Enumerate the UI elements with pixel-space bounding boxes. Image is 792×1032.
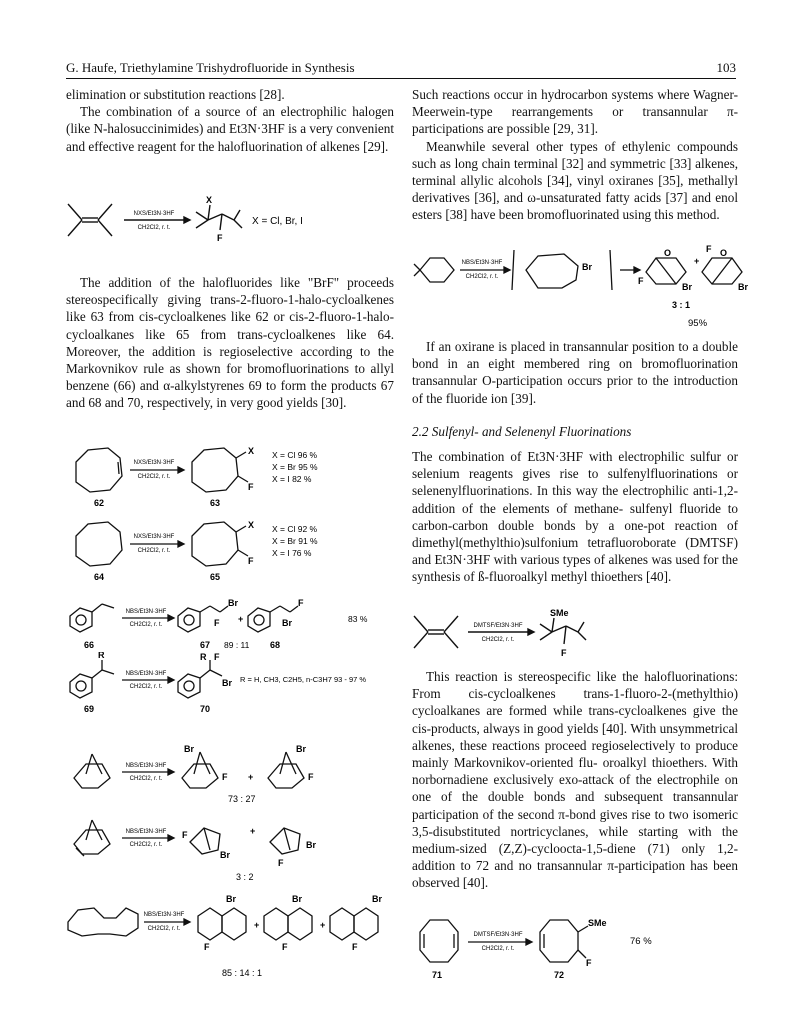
- paragraph: The addition of the halofluorides like "BrF" proceeds stereospecifically giving trans-2-fluoro-1-halo-cycloalkenes like 63 from cis-cycloalkenes like 62 or cis-2-fluoro-1-halo-cycloalkanes like 65 from trans-cycloalkenes like 64. Moreover, the addition is regioselective according to the Markovnikov rule as shown for bromofluorinations to allyl benzene (66) and α-alkylstyrenes 69 to form the products 67 and 68 and 70, respectively, in very good yields [30].: [66, 275, 394, 411]
- plus-sign: +: [248, 772, 254, 782]
- atom-f: F: [248, 556, 254, 566]
- compound-64: 64: [94, 572, 105, 582]
- reagent-label: DMTSF/Et3N·3HF: [473, 932, 523, 938]
- compound-67: 67: [200, 640, 211, 650]
- yield: 95%: [688, 318, 708, 329]
- reagent-label: NXS/Et3N·3HF: [133, 534, 175, 540]
- plus-sign: +: [320, 920, 326, 930]
- compound-68: 68: [270, 640, 281, 650]
- atom-sme: SMe: [588, 918, 607, 928]
- atom-f: F: [308, 772, 314, 782]
- paragraph: Meanwhile several other types of ethylenic compounds such as long chain terminal [32] and symmetric [33] alkenes, terminal allylic alcohols [34], vinyl oxiranes [35], methallyl derivatives [36], and ω-unsaturated fatty acids [37] and enol esters [38] have been bromofluorinated using this method.: [412, 138, 738, 223]
- right-column-top: [412, 86, 738, 224]
- ratio: 89 : 11: [224, 640, 250, 650]
- condition-label: CH2Cl2, r. t.: [137, 548, 171, 554]
- atom-f: F: [638, 276, 644, 286]
- atom-f: F: [204, 942, 210, 952]
- compound-65: 65: [210, 572, 221, 582]
- atom-br: Br: [292, 894, 303, 904]
- atom-f: F: [222, 772, 228, 782]
- running-header: [66, 58, 736, 79]
- ratio: 73 : 27: [228, 794, 256, 804]
- reagent-label: NBS/Et3N·3HF: [125, 671, 167, 677]
- reagent-label: DMTSF/Et3N·3HF: [473, 623, 523, 629]
- x-list: X = Cl, Br, I: [252, 216, 303, 227]
- scheme-allylbenzene-66: [60, 594, 400, 654]
- reagent-label: NBS/Et3N·3HF: [125, 763, 167, 769]
- paragraph: The combination of Et3N·3HF with electrophilic sulfur or selenium reagents gives rise to sulfenylfluorinations or selenenylfluorinations. In this way the electrophilic anti-1,2-addition of the elements of methane- sulfenyl fluoride to carbon-carbon double bonds by a one-pot reaction of dimethyl(methylthio)sulfonium tetrafluoroborate (DMTSF) and Et3N·3HF with various types of alkenes was used for the synthesis of ß-fluoroalkyl methyl thioethers [40].: [412, 449, 738, 585]
- condition-label: CH2Cl2, r. t.: [137, 225, 171, 231]
- running-title: G. Haufe, Triethylamine Trishydrofluoride in Synthesis: [66, 60, 355, 75]
- condition-label: CH2Cl2, r. t.: [137, 474, 171, 480]
- atom-f: F: [214, 618, 220, 628]
- atom-br: Br: [226, 894, 237, 904]
- reagent-label: NBS/Et3N·3HF: [461, 260, 503, 266]
- yield-row: X = I 76 %: [272, 548, 312, 558]
- reagent-label: NXS/Et3N·3HF: [133, 211, 175, 217]
- atom-f: F: [214, 652, 220, 662]
- atom-f: F: [586, 958, 592, 968]
- atom-br: Br: [306, 840, 317, 850]
- paragraph: If an oxirane is placed in transannular position to a double bond in an eight membered ring on bromofluorination transannular O-participation occurs prior to the introduction of the fluoride ion [39].: [412, 339, 738, 406]
- plus-sign: +: [238, 614, 244, 624]
- condition-label: CH2Cl2, r. t.: [129, 842, 163, 848]
- yield-row: X = Br 95 %: [272, 462, 318, 472]
- atom-br: Br: [738, 282, 748, 292]
- reagent-label: NBS/Et3N·3HF: [143, 912, 185, 918]
- atom-r: R: [200, 652, 207, 662]
- atom-f: F: [298, 598, 304, 608]
- atom-br: Br: [682, 282, 693, 292]
- r-list: R = H, CH3, C2H5, n-C3H7 93 - 97 %: [240, 675, 367, 684]
- condition-label: CH2Cl2, r. t.: [481, 637, 515, 643]
- atom-f: F: [352, 942, 358, 952]
- scheme-halofluorination-alkene: [60, 190, 400, 260]
- yield-row: X = Cl 96 %: [272, 450, 318, 460]
- compound-71: 71: [432, 970, 443, 980]
- compound-70: 70: [200, 704, 211, 714]
- condition-label: CH2Cl2, r. t.: [481, 946, 515, 952]
- atom-br: Br: [296, 744, 307, 754]
- plus-sign: +: [694, 256, 700, 266]
- condition-label: CH2Cl2, r. t.: [129, 684, 163, 690]
- scheme-cyclodecadiene: [60, 888, 400, 980]
- yield-row: X = Br 91 %: [272, 536, 318, 546]
- compound-72: 72: [554, 970, 565, 980]
- atom-o: O: [720, 248, 728, 258]
- atom-br: Br: [222, 678, 233, 688]
- atom-f: F: [182, 830, 188, 840]
- atom-x: X: [206, 195, 213, 205]
- atom-sme: SMe: [550, 608, 569, 618]
- ratio: 3 : 1: [672, 300, 691, 310]
- section-heading: 2.2 Sulfenyl- and Selenenyl Fluorinations: [412, 423, 632, 439]
- paragraph: The combination of a source of an electrophilic halogen (like N-halosuccinimides) and Et3N·3HF is a very convenient and effective reagent for the halofluorination of alkenes [29].: [66, 104, 394, 154]
- atom-f: F: [561, 648, 567, 658]
- scheme-cyclooctadiene-71: [408, 910, 738, 982]
- scheme-cycloalkene-64: [60, 514, 400, 590]
- atom-f: F: [282, 942, 288, 952]
- page-number: 103: [716, 60, 736, 75]
- paragraph: elimination or substitution reactions [28].: [66, 87, 285, 102]
- atom-f: F: [278, 858, 284, 868]
- reagent-label: NXS/Et3N·3HF: [133, 460, 175, 466]
- paragraph: This reaction is stereospecific like the halofluorinations: From cis-cycloalkenes trans-1-fluoro-2-(methylthio) cycloalkanes are formed while trans-cycloalkenes give the cis-products, always in good yields [40]. With unsymmetrical alkenes, these reactions proceed regioselectively to produce mainly Markovnikov-oriented flu- oroalkyl thioethers. With norbornadiene exclusively exo-attack of the electrophile on one of the double bonds and subsequent transannular participation of the second π-bond gives rise to two isomeric 3,5-disubstituted nortricyclanes, while starting with the medium-sized (Z,Z)-cycloocta-1,5-diene (71) only 1,2-addition to 72 and no transannular π-participation has been observed [40].: [412, 669, 738, 891]
- reagent-label: NBS/Et3N·3HF: [125, 609, 167, 615]
- right-column-bottom: [412, 668, 738, 892]
- left-column-mid: [66, 274, 394, 412]
- atom-br: Br: [372, 894, 383, 904]
- compound-66: 66: [84, 640, 95, 650]
- atom-br: Br: [220, 850, 231, 860]
- yield-row: X = Cl 92 %: [272, 524, 318, 534]
- atom-br: Br: [228, 598, 239, 608]
- reagent-label: NBS/Et3N·3HF: [125, 829, 167, 835]
- yield: 83 %: [348, 614, 368, 624]
- atom-br: Br: [282, 618, 293, 628]
- scheme-norbornene: [60, 744, 400, 804]
- atom-r: R: [98, 652, 105, 660]
- condition-label: CH2Cl2, r. t.: [129, 776, 163, 782]
- condition-label: CH2Cl2, r. t.: [147, 926, 181, 932]
- atom-x: X: [248, 446, 255, 456]
- condition-label: CH2Cl2, r. t.: [129, 622, 163, 628]
- condition-label: CH2Cl2, r. t.: [465, 274, 499, 280]
- compound-62: 62: [94, 498, 105, 508]
- paragraph: Such reactions occur in hydrocarbon systems where Wagner-Meerwein-type rearrangements or transannular π-participations are possible [29, 31].: [412, 87, 738, 137]
- ratio: 3 : 2: [236, 872, 254, 882]
- atom-o: O: [664, 248, 672, 258]
- atom-br: Br: [184, 744, 195, 754]
- atom-f: F: [706, 244, 712, 254]
- right-column-mid: [412, 338, 738, 586]
- scheme-cycloalkene-62: [60, 440, 400, 514]
- ratio: 85 : 14 : 1: [222, 968, 263, 978]
- atom-f: F: [248, 482, 254, 492]
- scheme-styrene-69: [60, 652, 400, 714]
- compound-69: 69: [84, 704, 95, 714]
- atom-x: X: [248, 520, 255, 530]
- plus-sign: +: [254, 920, 260, 930]
- yield-row: X = I 82 %: [272, 474, 312, 484]
- plus-sign: +: [250, 826, 256, 836]
- scheme-norbornadiene: [60, 810, 400, 884]
- compound-63: 63: [210, 498, 221, 508]
- atom-br: Br: [582, 262, 593, 272]
- atom-f: F: [217, 233, 223, 243]
- left-column-top: [66, 86, 394, 155]
- scheme-oxirane-cyclooctene: [408, 240, 748, 334]
- scheme-sulfenylfluorination-alkene: [408, 602, 738, 664]
- yield: 76 %: [630, 936, 652, 947]
